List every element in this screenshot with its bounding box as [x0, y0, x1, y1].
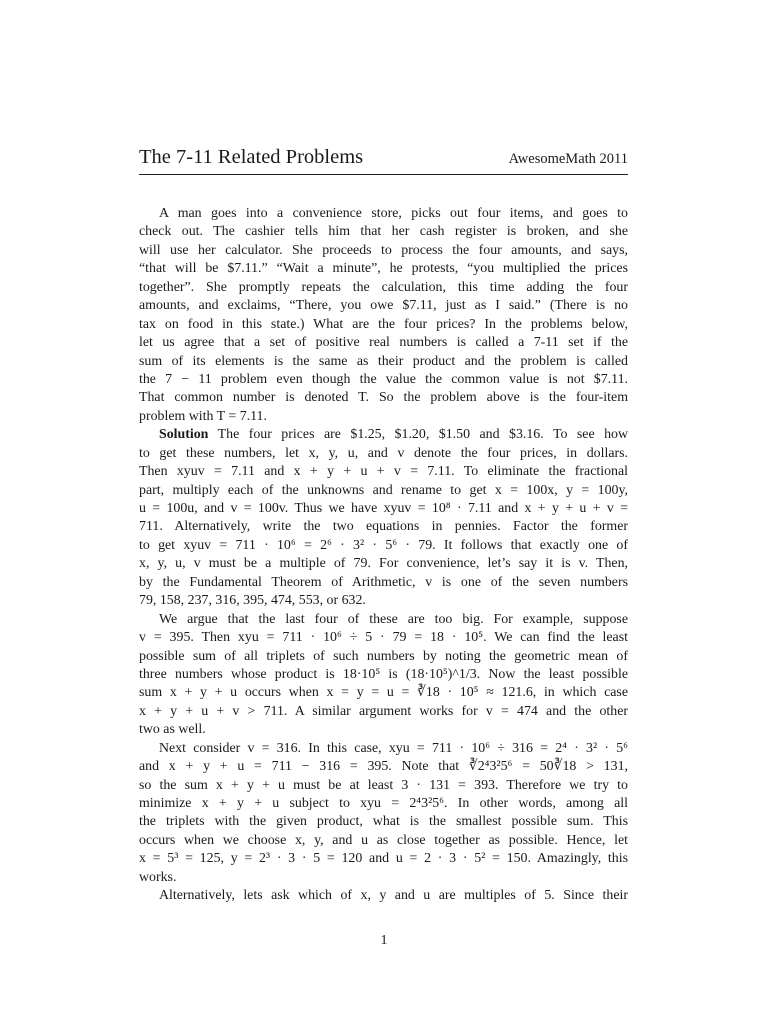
text-line-content: possible sum of all triplets of such numbers by noting the geometric mean of	[139, 648, 628, 664]
text-line	[139, 242, 628, 260]
text-line	[139, 574, 628, 592]
text-line-content: 711. Alternatively, write the two equations in pennies. Factor the former	[139, 519, 628, 535]
text-line-content: v = 395. Then xyu = 711 · 10⁶ ÷ 5 · 79 = 18 · 10⁵. We can find the least	[139, 630, 628, 646]
text-line-content: works.	[139, 869, 177, 885]
body-text	[139, 205, 628, 906]
text-line	[139, 223, 628, 241]
text-line-content: problem with T = 7.11.	[139, 408, 267, 424]
text-line	[139, 518, 628, 536]
text-line	[139, 703, 628, 721]
text-line	[139, 887, 628, 905]
text-line-content: check out. The cashier tells him that her cash register is broken, and she	[139, 224, 628, 240]
text-line-content: to get xyuv = 711 · 10⁶ = 2⁶ · 3² · 5⁶ · 79. It follows that exactly one of	[139, 537, 628, 553]
text-line	[139, 482, 628, 500]
text-line-content: the 7 − 11 problem even though the value the common value is not $7.11.	[139, 371, 628, 387]
text-line	[139, 555, 628, 573]
text-line-content: x + y + u + v > 711. A similar argument works for v = 474 and the other	[139, 703, 628, 719]
text-line	[139, 721, 628, 739]
text-line	[139, 611, 628, 629]
text-line	[139, 740, 628, 758]
text-line	[139, 629, 628, 647]
text-line	[139, 445, 628, 463]
text-line-content: and x + y + u = 711 − 316 = 395. Note that ∛2⁴3²5⁶ = 50∛18 > 131,	[139, 759, 628, 775]
text-line	[139, 832, 628, 850]
text-line-content: Next consider v = 316. In this case, xyu = 711 · 10⁶ ÷ 316 = 2⁴ · 3² · 5⁶	[159, 740, 628, 756]
text-line	[139, 795, 628, 813]
text-line	[139, 463, 628, 481]
text-line-content: sum x + y + u occurs when x = y = u = ∛18 · 10⁵ ≈ 121.6, in which case	[139, 685, 628, 701]
text-line-content: so the sum x + y + u must be at least 3 · 131 = 393. Therefore we try to	[139, 777, 628, 793]
text-line	[139, 297, 628, 315]
running-header	[139, 144, 628, 175]
text-line	[139, 758, 628, 776]
text-line	[139, 408, 628, 426]
text-line	[139, 813, 628, 831]
text-line	[139, 371, 628, 389]
text-line	[139, 592, 628, 610]
page-title: The 7-11 Related Problems	[139, 146, 364, 168]
text-line	[139, 389, 628, 407]
text-line	[139, 500, 628, 518]
text-line-content: to get these numbers, let x, y, u, and v denote the four prices, in dollars.	[139, 445, 628, 461]
text-line	[139, 426, 628, 444]
text-line	[139, 869, 628, 887]
text-line-content: The four prices are $1.25, $1.20, $1.50 and $3.16. To see how	[208, 427, 628, 443]
text-line	[139, 205, 628, 223]
text-line-content: x = 5³ = 125, y = 2³ · 3 · 5 = 120 and u = 2 · 3 · 5² = 150. Amazingly, this	[139, 851, 628, 867]
text-line-content: will use her calculator. She proceeds to process the four amounts, and says,	[139, 242, 628, 258]
text-line-content: three numbers whose product is 18·10⁵ is (18·10⁵)^1/3. Now the least possible	[139, 666, 628, 682]
text-line-content: the triplets with the given product, what is the smallest possible sum. This	[139, 814, 628, 830]
text-line-content: Then xyuv = 7.11 and x + y + u + v = 7.11. To eliminate the fractional	[139, 464, 628, 480]
text-line-content: That common number is denoted T. So the problem above is the four-item	[139, 390, 628, 406]
text-line	[139, 777, 628, 795]
text-line-content: “that will be $7.11.” “Wait a minute”, he protests, “you multiplied the prices	[139, 261, 628, 277]
solution-label: Solution	[159, 427, 209, 443]
text-line-content: let us agree that a set of positive real numbers is called a 7-11 set if the	[139, 335, 628, 351]
text-line-content: A man goes into a convenience store, picks out four items, and goes to	[159, 206, 628, 221]
text-line-content: by the Fundamental Theorem of Arithmetic, v is one of the seven numbers	[139, 574, 628, 590]
text-line	[139, 666, 628, 684]
text-line	[139, 850, 628, 868]
text-line-content: two as well.	[139, 722, 206, 738]
text-line-content: part, multiply each of the unknowns and rename to get x = 100x, y = 100y,	[139, 482, 628, 498]
text-line	[139, 334, 628, 352]
text-line-content: occurs when we choose x, y, and u as close together as possible. Hence, let	[139, 832, 628, 848]
text-line-content: Alternatively, lets ask which of x, y and u are multiples of 5. Since their	[159, 888, 628, 904]
text-line-content: x, y, u, v must be a multiple of 79. For convenience, let’s say it is v. Then,	[139, 556, 628, 572]
text-line	[139, 537, 628, 555]
text-line	[139, 353, 628, 371]
text-line-content: sum of its elements is the same as their product and the problem is called	[139, 353, 628, 369]
page-number: 1	[380, 933, 388, 948]
text-line-content: tax on food in this state.) What are the four prices? In the problems below,	[139, 316, 628, 332]
text-line-content: u = 100u, and v = 100v. Thus we have xyuv = 10⁸ · 7.11 and x + y + u + v =	[139, 501, 628, 516]
text-line-content: We argue that the last four of these are too big. For example, suppose	[159, 611, 628, 627]
text-line-content: amounts, and exclaims, “There, you owe $7.11, just as I said.” (There is no	[139, 298, 628, 314]
text-line	[139, 648, 628, 666]
text-line	[139, 684, 628, 702]
text-line-content: minimize x + y + u subject to xyu = 2⁴3²5⁶. In other words, among all	[139, 796, 628, 811]
text-line	[139, 316, 628, 334]
text-line-content: together”. She promptly repeats the calculation, this time adding the four	[139, 279, 628, 295]
header-source: AwesomeMath 2011	[508, 151, 628, 167]
text-line	[139, 279, 628, 297]
text-line-content: 79, 158, 237, 316, 395, 474, 553, or 632.	[139, 593, 366, 609]
text-line	[139, 260, 628, 278]
